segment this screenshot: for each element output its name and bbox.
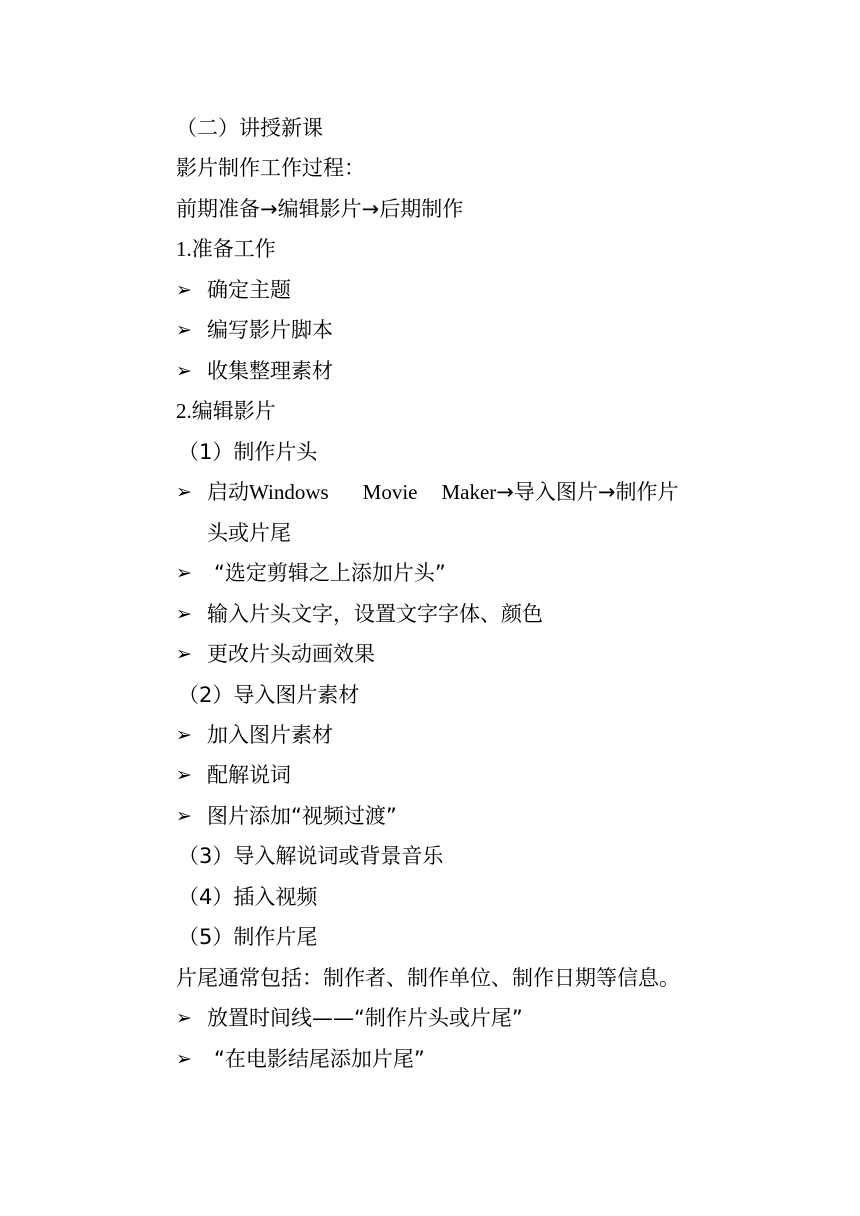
step2-title: 编辑影片 [191, 399, 276, 423]
list-item-text: 确定主题 [207, 278, 291, 302]
arrow-bullet-icon: ➢ [176, 562, 192, 584]
step2-number: 2. [176, 399, 192, 423]
list-item-text: 收集整理素材 [207, 359, 333, 383]
arrow-bullet-icon: ➢ [176, 1007, 192, 1029]
arrow-bullet-icon: ➢ [176, 724, 192, 746]
list-item-text: 配解说词 [207, 763, 291, 787]
sub-heading: （2）导入图片素材 [178, 683, 360, 707]
arrow-bullet-icon: ➢ [176, 279, 192, 301]
list-item-text: “在电影结尾添加片尾” [214, 1047, 425, 1071]
sub-heading: （5）制作片尾 [178, 925, 318, 949]
list-item-text: 放置时间线——“制作片头或片尾” [207, 1006, 523, 1030]
arrow-bullet-icon: ➢ [176, 319, 192, 341]
arrow-bullet-icon: ➢ [176, 805, 192, 827]
list-item-text: 编写影片脚本 [207, 318, 333, 342]
process-label: 影片制作工作过程： [176, 156, 365, 180]
list-item-continuation: 头或片尾 [207, 521, 291, 545]
list-item-text [207, 472, 679, 512]
list-item-text: 加入图片素材 [207, 723, 333, 747]
text-maker: Maker [441, 480, 497, 504]
step1-title: 准备工作 [191, 237, 276, 261]
arrow-bullet-icon: ➢ [176, 360, 192, 382]
section-title: （二）讲授新课 [176, 116, 323, 140]
step1-number: 1. [176, 237, 192, 261]
step2-heading [176, 391, 276, 431]
sub-heading: （1）制作片头 [178, 440, 318, 464]
step1-heading [176, 229, 276, 269]
arrow-bullet-icon: ➢ [176, 1048, 192, 1070]
arrow-bullet-icon: ➢ [176, 643, 192, 665]
list-item-text: 图片添加“视频过渡” [207, 804, 397, 828]
list-item-text: “选定剪辑之上添加片头” [214, 561, 446, 585]
ending-note: 片尾通常包括：制作者、制作单位、制作日期等信息。 [176, 966, 680, 990]
arrow-bullet-icon: ➢ [176, 764, 192, 786]
text-windows: Windows [249, 480, 329, 504]
text-rest: →导入图片→制作片 [496, 480, 679, 504]
list-item-text: 输入片头文字，设置文字字体、颜色 [207, 602, 543, 626]
sub-heading: （3）导入解说词或背景音乐 [178, 844, 444, 868]
arrow-bullet-icon: ➢ [176, 481, 192, 503]
arrow-bullet-icon: ➢ [176, 603, 192, 625]
text-movie: Movie [362, 480, 418, 504]
process-flow: 前期准备→编辑影片→后期制作 [176, 197, 464, 221]
text-start: 启动 [207, 480, 249, 504]
list-item-text: 更改片头动画效果 [207, 642, 375, 666]
sub-heading: （4）插入视频 [178, 885, 318, 909]
